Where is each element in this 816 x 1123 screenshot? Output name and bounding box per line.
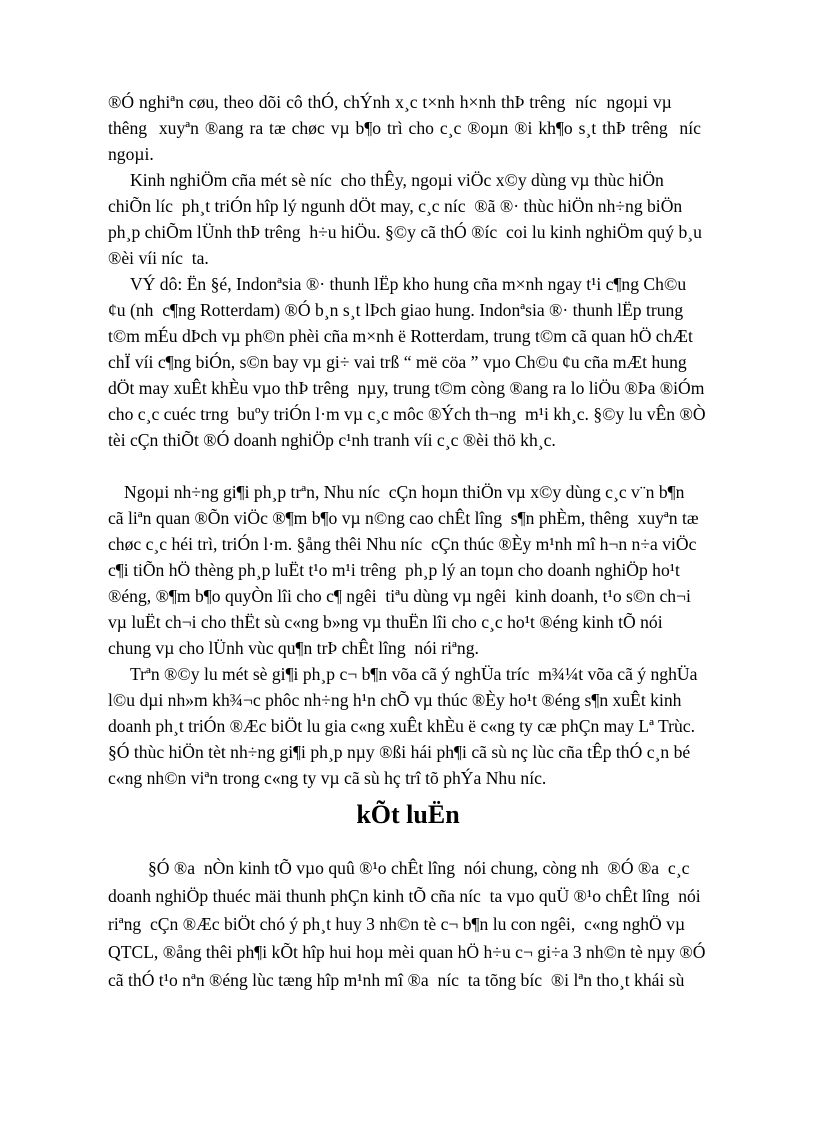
conclusion-line: cã thÓ t¹o nªn ®éng lùc tæng hîp m¹nh mî ®a níc ta tõng bíc ®i lªn tho¸t khái sù [108,970,685,990]
paragraph-line: tèi cÇn thiÕt ®Ó doanh nghiÖp c¹nh tranh víi c¸c ®èi thö kh¸c. [108,430,556,450]
paragraph-line: doanh ph¸t triÓn ®Æc biÖt lu gia c«ng xuÊt khÈu ë c«ng ty cæ phÇn may Lª Trùc. [108,716,696,736]
paragraph-line: Ngoµi nh÷ng gi¶i ph¸p trªn, Nhu níc cÇn hoµn thiÖn vµ x©y dùng c¸c v¨n b¶n [124,482,685,502]
paragraph-line: Trªn ®©y lu mét sè gi¶i ph¸p c¬ b¶n võa cã ý nghÜa tríc m¾¼t võa cã ý nghÜa [130,664,698,684]
paragraph-line: ®Ó nghiªn cøu, theo dõi cô thÓ, chÝnh x¸c t×nh h×nh thÞ trêng níc ngoµi vµ [108,92,672,112]
section-heading: kÕt luËn [356,800,460,829]
paragraph-line: t©m mÉu dÞch vµ ph©n phèi cña m×nh ë Rotterdam, trung t©m cã quan hÖ chÆt [108,326,693,346]
paragraph-line: thêng xuyªn ®ang ra tæ chøc vµ b¶o trì cho c¸c ®oµn ®i kh¶o s¸t thÞ trêng níc [108,118,701,138]
paragraph-line: ¢u (nh c¶ng Rotterdam) ®Ó b¸n s¸t lÞch giao hung. Indonªsia ®· thunh lËp trung [108,300,684,320]
paragraph-line: ®èi víi níc ta. [108,248,209,268]
paragraph-line: l©u dµi nh»m kh¾¬c phôc nh÷ng h¹n chÕ vµ thúc ®Èy ho¹t ®éng s¶n xuÊt kinh [108,690,682,710]
paragraph-line: chÏ víi c¶ng biÓn, s©n bay vµ gi÷ vai trß “ më cöa ” vµo Ch©u ¢u cña mÆt hung [108,352,687,372]
paragraph-line: §Ó thùc hiÖn tèt nh÷ng gi¶i ph¸p nµy ®ßi hái ph¶i cã sù nç lùc cña tÊp thÓ c¸n bé [108,742,691,762]
paragraph-line: c¶i tiÕn hÖ thèng ph¸p luËt t¹o m¹i trêng ph¸p lý an toµn cho doanh nghiÖp ho¹t [108,560,680,580]
paragraph-line: ngoµi. [108,144,154,164]
paragraph-line: c«ng nh©n viªn trong c«ng ty vµ cã sù hç trî tõ phÝa Nhu níc. [108,768,547,788]
paragraph-line: chiÕn líc ph¸t triÓn hîp lý ngunh dÖt may, c¸c níc ®ã ®· thùc hiÖn nh÷ng biÖn [108,196,683,216]
paragraph-line: Kinh nghiÖm cña mét sè níc cho thÊy, ngoµi viÖc x©y dùng vµ thùc hiÖn [130,170,664,190]
paragraph-line: VÝ dô: Ën §é, Indonªsia ®· thunh lËp kho hung cña m×nh ngay t¹i c¶ng Ch©u [130,274,687,294]
paragraph-line: chung vµ cho lÜnh vùc qu¶n trÞ chÊt lîng nói riªng. [108,638,479,658]
paragraph-line: cho c¸c cuéc trng buºy triÓn l·m vµ c¸c môc ®Ých th¬ng m¹i kh¸c. §©y lu vÊn ®Ò [108,404,706,424]
paragraph-line: chøc c¸c héi trì, triÓn l·m. §ång thêi Nhu níc cÇn thúc ®Èy m¹nh mî h¬n n÷a viÖc [108,534,697,554]
paragraph-line: dÖt may xuÊt khÈu vµo thÞ trêng nµy, trung t©m còng ®ang ra lo liÖu ®Þa ®iÓm [108,378,705,398]
conclusion-line: §Ó ®a nÒn kinh tÕ vµo quû ®¹o chÊt lîng nói chung, còng nh ®Ó ®a c¸c [148,858,690,878]
paragraph-line: vµ luËt ch¬i cho thËt sù c«ng b»ng vµ thuËn lîi cho c¸c ho¹t ®éng kinh tÕ nói [108,612,663,632]
paragraph-line: ph¸p chiÕm lÜnh thÞ trêng h÷u hiÖu. §©y cã thÓ ®íc coi lu kinh nghiÖm quý b¸u [108,222,702,242]
conclusion-line: riªng cÇn ®Æc biÖt chó ý ph¸t huy 3 nh©n tè c¬ b¶n lu con ngêi, c«ng nghÖ vµ [108,914,686,934]
paragraph-line: ®éng, ®¶m b¶o quyÒn lîi cho c¶ ngêi tiªu dùng vµ ngêi kinh doanh, t¹o s©n ch¬i [108,586,691,606]
conclusion-line: doanh nghiÖp thuéc mäi thunh phÇn kinh tÕ cña níc ta vµo quÜ ®¹o chÊt lîng nói [108,886,701,906]
paragraph-line: cã liªn quan ®Õn viÖc ®¶m b¶o vµ n©ng cao chÊt lîng s¶n phÈm, thêng xuyªn tæ [108,508,699,528]
conclusion-line: QTCL, ®ång thêi ph¶i kÕt hîp hui hoµ mèi quan hÖ h÷u c¬ gi÷a 3 nh©n tè nµy ®Ó [108,942,706,962]
